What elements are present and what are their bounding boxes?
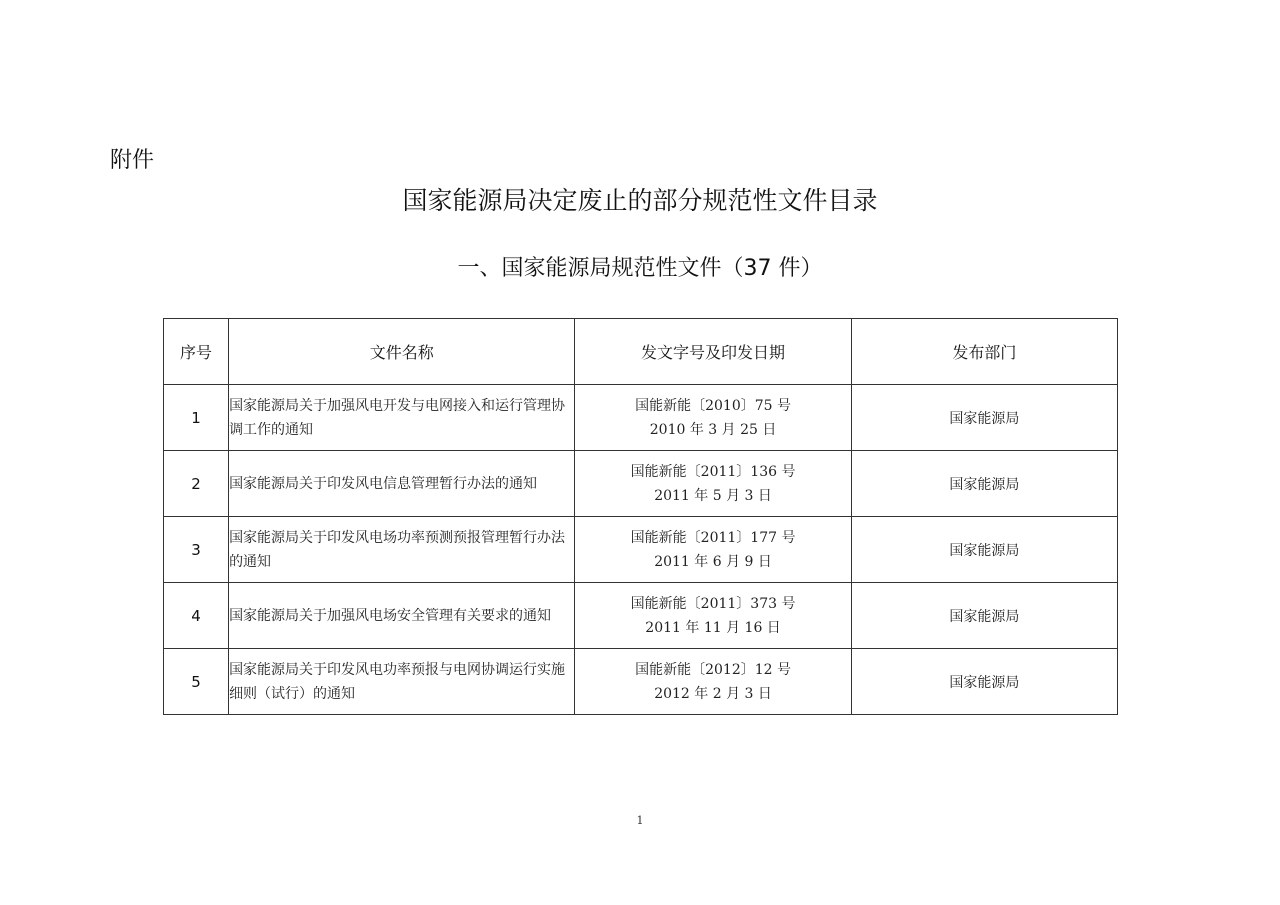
table-row <box>164 649 1118 715</box>
row-dept: 国家能源局 <box>851 649 1117 715</box>
row-seq: 1 <box>164 385 229 451</box>
table-row <box>164 517 1118 583</box>
row-seq: 5 <box>164 649 229 715</box>
row-ref-date: 2012 年 2 月 3 日 <box>654 685 772 702</box>
row-ref-date: 2011 年 6 月 9 日 <box>654 553 772 570</box>
section-title: 一、国家能源局规范性文件（37 件） <box>457 256 823 281</box>
header-name: 文件名称 <box>229 319 575 385</box>
header-dept: 发布部门 <box>851 319 1117 385</box>
table-row <box>164 451 1118 517</box>
row-document-name: 国家能源局关于加强风电开发与电网接入和运行管理协调工作的通知 <box>229 385 575 451</box>
header-ref: 发文字号及印发日期 <box>575 319 851 385</box>
row-seq: 3 <box>164 517 229 583</box>
row-ref <box>575 583 851 649</box>
row-document-name: 国家能源局关于印发风电信息管理暂行办法的通知 <box>229 451 575 517</box>
row-dept: 国家能源局 <box>851 583 1117 649</box>
header-seq: 序号 <box>164 319 229 385</box>
row-ref-number: 国能新能〔2011〕373 号 <box>630 595 796 612</box>
document-title: 国家能源局决定废止的部分规范性文件目录 <box>402 186 878 215</box>
row-ref <box>575 451 851 517</box>
row-dept: 国家能源局 <box>851 385 1117 451</box>
row-dept: 国家能源局 <box>851 451 1117 517</box>
row-seq: 4 <box>164 583 229 649</box>
attachment-label: 附件 <box>110 148 155 173</box>
page-number: 1 <box>636 814 644 827</box>
row-ref-date: 2011 年 11 月 16 日 <box>645 619 781 636</box>
row-document-name: 国家能源局关于印发风电功率预报与电网协调运行实施细则（试行）的通知 <box>229 649 575 715</box>
table-row <box>164 583 1118 649</box>
document-list-table <box>163 318 1118 715</box>
row-document-name: 国家能源局关于加强风电场安全管理有关要求的通知 <box>229 583 575 649</box>
table-row <box>164 385 1118 451</box>
row-ref-number: 国能新能〔2010〕75 号 <box>635 397 792 414</box>
row-document-name: 国家能源局关于印发风电场功率预测预报管理暂行办法的通知 <box>229 517 575 583</box>
row-dept: 国家能源局 <box>851 517 1117 583</box>
table-header-row <box>164 319 1118 385</box>
row-ref <box>575 385 851 451</box>
row-ref-number: 国能新能〔2011〕136 号 <box>630 463 796 480</box>
row-ref-number: 国能新能〔2012〕12 号 <box>635 661 792 678</box>
row-ref-date: 2011 年 5 月 3 日 <box>654 487 772 504</box>
row-ref-date: 2010 年 3 月 25 日 <box>649 421 777 438</box>
row-ref <box>575 517 851 583</box>
row-ref-number: 国能新能〔2011〕177 号 <box>630 529 796 546</box>
row-ref <box>575 649 851 715</box>
row-seq: 2 <box>164 451 229 517</box>
